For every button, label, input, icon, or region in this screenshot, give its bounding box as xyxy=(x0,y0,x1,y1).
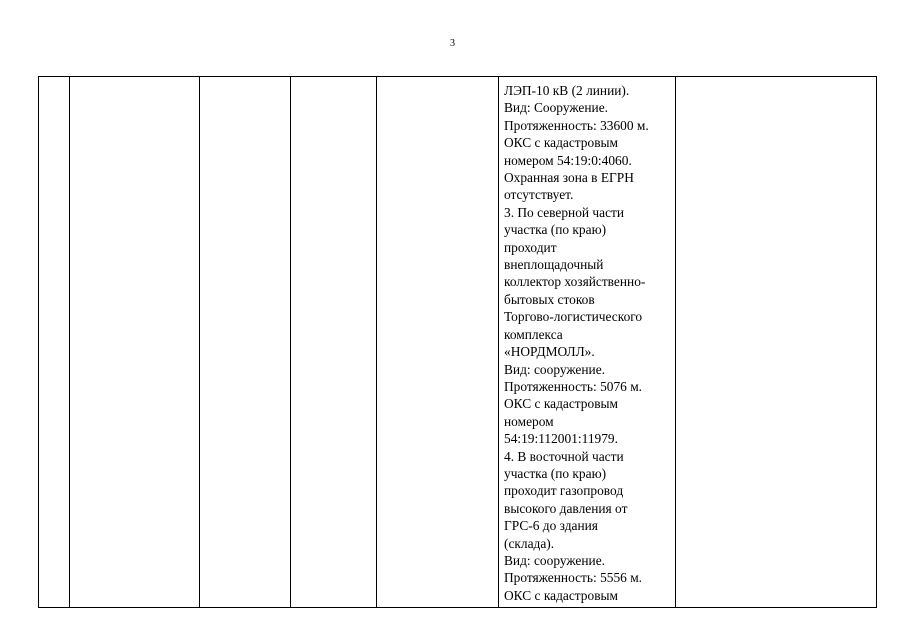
text-line: проходит газопровод xyxy=(504,483,624,499)
page-number: 3 xyxy=(450,38,455,49)
text-line: Вид: сооружение. xyxy=(504,552,605,568)
table-cell-col-4 xyxy=(291,77,377,608)
text-line: ОКС с кадастровым xyxy=(504,396,618,412)
text-line: 3. По северной части xyxy=(504,204,625,220)
text-line: ЛЭП-10 кВ (2 линии). xyxy=(504,83,630,98)
text-line: участка (по краю) xyxy=(504,222,607,238)
text-line: проходит xyxy=(504,239,557,255)
text-line: Протяженность: 5076 м. xyxy=(504,378,643,394)
text-line: Охранная зона в ЕГРН xyxy=(504,170,634,186)
table-cell-col-2 xyxy=(70,77,200,608)
text-line: комплекса xyxy=(504,326,563,342)
table-cell-col-7 xyxy=(676,77,877,608)
text-line: (склада). xyxy=(504,535,555,551)
text-line: ГРС-6 до здания xyxy=(504,518,598,534)
text-line: отсутствует. xyxy=(504,187,574,203)
text-line: ОКС с кадастровым xyxy=(504,135,618,151)
text-line: коллектор хозяйственно- xyxy=(504,274,646,290)
table-cell-col-6-description xyxy=(499,77,676,608)
text-line: Торгово-логистического xyxy=(504,309,643,325)
text-line: 4. В восточной части xyxy=(504,448,624,464)
text-line: Протяженность: 33600 м. xyxy=(504,117,649,133)
table-row xyxy=(39,77,877,608)
description-text xyxy=(499,77,675,607)
text-line: «НОРДМОЛЛ». xyxy=(504,344,595,360)
table-cell-col-5 xyxy=(377,77,499,608)
text-line: Вид: сооружение. xyxy=(504,361,605,377)
text-line: номером xyxy=(504,413,554,429)
table-cell-col-1 xyxy=(39,77,70,608)
text-line: высокого давления от xyxy=(504,500,628,516)
text-line: номером 54:19:0:4060. xyxy=(504,152,632,168)
text-line: бытовых стоков xyxy=(504,291,595,307)
text-line: участка (по краю) xyxy=(504,465,607,481)
text-line: внеплощадочный xyxy=(504,257,604,273)
text-line: 54:19:112001:11979. xyxy=(504,431,618,447)
text-line: Протяженность: 5556 м. xyxy=(504,570,643,586)
table-cell-col-3 xyxy=(200,77,291,608)
data-table xyxy=(38,76,877,608)
text-line: ОКС с кадастровым xyxy=(504,587,618,603)
text-line: Вид: Сооружение. xyxy=(504,100,608,116)
